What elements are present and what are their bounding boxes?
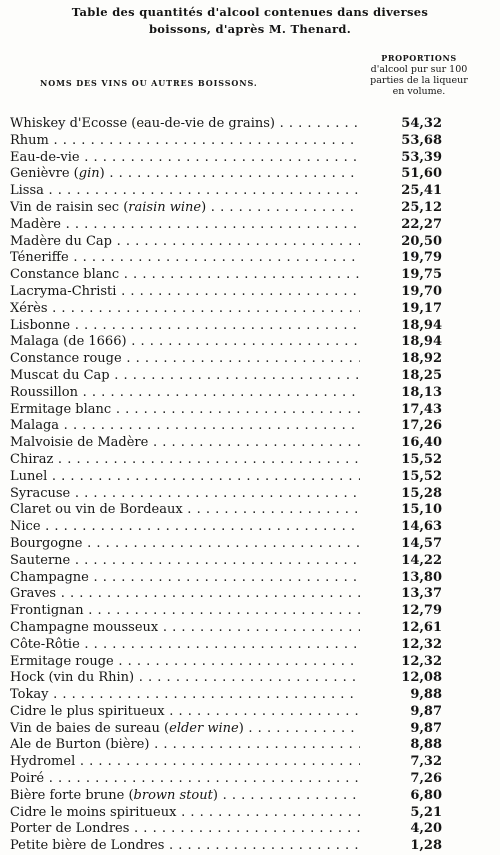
beverage-name: Côte-Rôtie . . . <box>10 637 360 654</box>
table-row <box>10 620 490 637</box>
table-row <box>10 805 490 822</box>
beverage-name: Vin de baies de sureau (elder wine) . . . <box>10 721 360 738</box>
beverage-name: Genièvre (gin) . . . <box>10 166 360 183</box>
alcohol-proportion: 25,41 <box>401 183 442 199</box>
table-row <box>10 553 490 570</box>
table-row <box>10 687 490 704</box>
beverage-name: Malvoisie de Madère . . . <box>10 435 360 452</box>
alcohol-proportion: 13,80 <box>401 569 442 585</box>
beverage-name: Ale de Burton (bière) . . . <box>10 737 360 754</box>
table-row <box>10 200 490 217</box>
column-header-names: NOMS DES VINS OU AUTRES BOISSONS. <box>40 78 258 88</box>
alcohol-proportion: 12,32 <box>401 653 442 669</box>
beverage-name: Ermitage rouge . . . <box>10 654 360 671</box>
beverage-name: Poiré . . . <box>10 771 360 788</box>
table-row <box>10 318 490 335</box>
beverage-name: Bière forte brune (brown stout) . . . <box>10 788 360 805</box>
beverage-name: Petite bière de Londres . . . <box>10 838 360 855</box>
beverage-name: Porter de Londres . . . <box>10 821 360 838</box>
alcohol-proportion: 12,61 <box>401 619 442 635</box>
proportions-line-2: parties de la liqueur <box>370 75 468 86</box>
alcohol-proportion: 9,87 <box>410 703 442 719</box>
table-row <box>10 670 490 687</box>
alcohol-proportion: 15,52 <box>401 468 442 484</box>
beverage-name: Whiskey d'Ecosse (eau-de-vie de grains) . . . <box>10 116 360 133</box>
alcohol-proportion: 18,13 <box>401 384 442 400</box>
table-row <box>10 570 490 587</box>
beverage-name: Frontignan . . . <box>10 603 360 620</box>
table-row <box>10 721 490 738</box>
alcohol-proportion: 12,79 <box>401 603 442 619</box>
alcohol-proportion: 19,75 <box>401 267 442 283</box>
alcohol-proportion: 22,27 <box>401 216 442 232</box>
alcohol-proportion: 12,32 <box>401 636 442 652</box>
table-row <box>10 133 490 150</box>
table-row <box>10 637 490 654</box>
beverage-name: Tokay . . . <box>10 687 360 704</box>
alcohol-proportion: 18,94 <box>401 317 442 333</box>
table-row <box>10 519 490 536</box>
table-row <box>10 402 490 419</box>
alcohol-proportion: 1,28 <box>410 838 442 854</box>
table-row <box>10 838 490 855</box>
alcohol-proportion: 14,22 <box>401 552 442 568</box>
beverage-name: Madère . . . <box>10 217 360 234</box>
alcohol-proportion: 5,21 <box>410 804 442 820</box>
table-row <box>10 452 490 469</box>
beverage-name: Malaga . . . <box>10 418 360 435</box>
table-row <box>10 435 490 452</box>
table-title <box>0 4 500 38</box>
alcohol-proportion: 18,25 <box>401 367 442 383</box>
alcohol-proportion: 9,87 <box>410 720 442 736</box>
table-row <box>10 486 490 503</box>
table-row <box>10 821 490 838</box>
beverage-name: Constance rouge . . . <box>10 351 360 368</box>
alcohol-proportion: 16,40 <box>401 435 442 451</box>
table-row <box>10 603 490 620</box>
beverage-name: Xérès . . . <box>10 301 360 318</box>
alcohol-proportion: 53,39 <box>401 149 442 165</box>
beverage-name: Chiraz . . . <box>10 452 360 469</box>
beverage-name: Lissa . . . <box>10 183 360 200</box>
table-row <box>10 250 490 267</box>
table-row <box>10 502 490 519</box>
beverage-name: Champagne mousseux . . . <box>10 620 360 637</box>
table-row <box>10 704 490 721</box>
alcohol-proportion: 12,08 <box>401 670 442 686</box>
beverage-name: Madère du Cap . . . <box>10 234 360 251</box>
alcohol-proportion: 20,50 <box>401 233 442 249</box>
table-row <box>10 418 490 435</box>
beverage-name: Rhum . . . <box>10 133 360 150</box>
beverage-name: Bourgogne . . . <box>10 536 360 553</box>
alcohol-proportion: 15,28 <box>401 485 442 501</box>
proportions-line-1: d'alcool pur sur 100 <box>370 64 468 75</box>
alcohol-proportion: 53,68 <box>401 132 442 148</box>
alcohol-proportion: 7,26 <box>410 771 442 787</box>
beverage-name: Hock (vin du Rhin) . . . <box>10 670 360 687</box>
table-row <box>10 116 490 133</box>
beverage-name: Hydromel . . . <box>10 754 360 771</box>
table-row <box>10 385 490 402</box>
beverage-name: Sauterne . . . <box>10 553 360 570</box>
beverage-name: Lacryma-Christi . . . <box>10 284 360 301</box>
beverage-name: Vin de raisin sec (raisin wine) . . . <box>10 200 360 217</box>
table-row <box>10 586 490 603</box>
beverage-name: Nice . . . <box>10 519 360 536</box>
alcohol-proportion: 6,80 <box>410 787 442 803</box>
table-row <box>10 183 490 200</box>
beverage-name: Lisbonne . . . <box>10 318 360 335</box>
alcohol-proportion: 14,63 <box>401 519 442 535</box>
table-row <box>10 469 490 486</box>
alcohol-proportion: 19,17 <box>401 300 442 316</box>
table-row <box>10 737 490 754</box>
table-row <box>10 301 490 318</box>
table-row <box>10 754 490 771</box>
beverage-name: Téneriffe . . . <box>10 250 360 267</box>
beverage-name: Claret ou vin de Bordeaux . . . <box>10 502 360 519</box>
alcohol-proportion: 13,37 <box>401 586 442 602</box>
beverage-name: Ermitage blanc . . . <box>10 402 360 419</box>
table-row <box>10 217 490 234</box>
table-row <box>10 536 490 553</box>
proportions-line-3: en volume. <box>392 86 446 97</box>
table-row <box>10 267 490 284</box>
alcohol-proportion: 9,88 <box>410 687 442 703</box>
table-row <box>10 284 490 301</box>
beverage-table <box>10 116 490 855</box>
alcohol-proportion: 17,26 <box>401 418 442 434</box>
title-line-1: Table des quantités d'alcool contenues dans diverses <box>71 5 429 19</box>
beverage-name: Cidre le moins spiritueux . . . <box>10 805 360 822</box>
beverage-name: Graves . . . <box>10 586 360 603</box>
column-header-proportions <box>344 53 494 97</box>
alcohol-proportion: 7,32 <box>410 754 442 770</box>
alcohol-proportion: 17,43 <box>401 401 442 417</box>
alcohol-proportion: 14,57 <box>401 535 442 551</box>
title-line-2: boissons, d'après M. Thenard. <box>148 22 352 36</box>
beverage-name: Eau-de-vie . . . <box>10 150 360 167</box>
table-row <box>10 150 490 167</box>
alcohol-proportion: 8,88 <box>410 737 442 753</box>
table-row <box>10 771 490 788</box>
beverage-name: Syracuse . . . <box>10 486 360 503</box>
table-row <box>10 788 490 805</box>
table-row <box>10 351 490 368</box>
table-row <box>10 234 490 251</box>
table-row <box>10 654 490 671</box>
alcohol-proportion: 18,92 <box>401 351 442 367</box>
beverage-name: Constance blanc . . . <box>10 267 360 284</box>
beverage-name: Cidre le plus spiritueux . . . <box>10 704 360 721</box>
proportions-heading: PROPORTIONS <box>381 53 457 63</box>
alcohol-proportion: 51,60 <box>401 166 442 182</box>
alcohol-proportion: 15,10 <box>401 502 442 518</box>
alcohol-proportion: 19,70 <box>401 283 442 299</box>
alcohol-proportion: 18,94 <box>401 334 442 350</box>
alcohol-proportion: 25,12 <box>401 199 442 215</box>
table-row <box>10 334 490 351</box>
table-row <box>10 166 490 183</box>
beverage-name: Muscat du Cap . . . <box>10 368 360 385</box>
beverage-name: Malaga (de 1666) . . . <box>10 334 360 351</box>
beverage-name: Roussillon . . . <box>10 385 360 402</box>
table-row <box>10 368 490 385</box>
alcohol-proportion: 54,32 <box>401 116 442 131</box>
alcohol-proportion: 19,79 <box>401 250 442 266</box>
alcohol-proportion: 15,52 <box>401 451 442 467</box>
beverage-name: Champagne . . . <box>10 570 360 587</box>
alcohol-proportion: 4,20 <box>410 821 442 837</box>
beverage-name: Lunel . . . <box>10 469 360 486</box>
